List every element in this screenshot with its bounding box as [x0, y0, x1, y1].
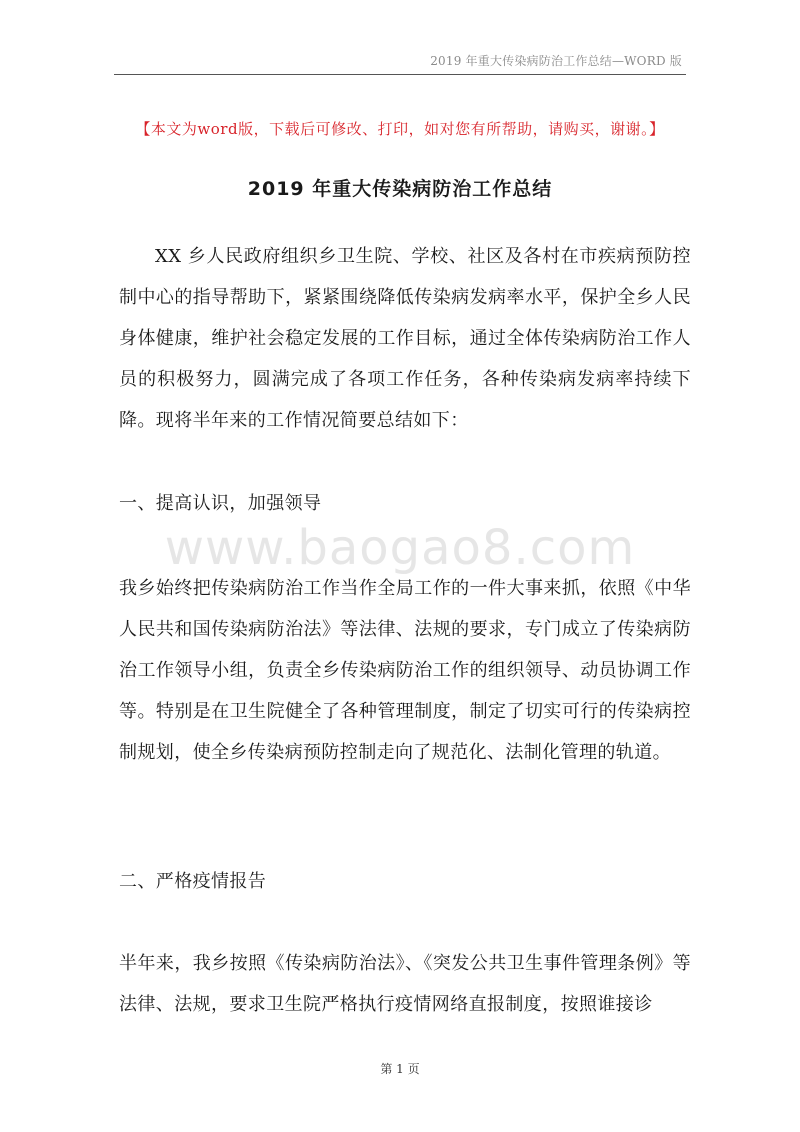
section-2-heading: 二、严格疫情报告 [119, 871, 267, 892]
running-header: 2019 年重大传染病防治工作总结—WORD 版 [430, 54, 682, 68]
section-1-heading: 一、提高认识，加强领导 [119, 493, 322, 514]
watermark: www.baogao8.com [164, 520, 636, 576]
section-2-body: 半年来，我乡按照《传染病防治法》、《突发公共卫生事件管理条例》等法律、法规，要求卫生院严格执行疫情网络直报制度，按照谁接诊 [119, 953, 691, 1015]
intro-paragraph: XX 乡人民政府组织乡卫生院、学校、社区及各村在市疾病预防控制中心的指导帮助下，紧紧围绕降低传染病发病率水平，保护全乡人民身体健康，维护社会稳定发展的工作目标，通过全体传染病防治工作人员的积极努力，圆满完成了各项工作任务，各种传染病发病率持续下降。现将半年来的工作情况简要总结如下： [119, 246, 691, 431]
page-number: 第 1 页 [380, 1062, 420, 1076]
header-divider [114, 74, 686, 75]
section-1-body: 我乡始终把传染病防治工作当作全局工作的一件大事来抓，依照《中华人民共和国传染病防治法》等法律、法规的要求，专门成立了传染病防治工作领导小组，负责全乡传染病防治工作的组织领导、动员协调工作等。特别是在卫生院健全了各种管理制度，制定了切实可行的传染病控制规划，使全乡传染病预防控制走向了规范化、法制化管理的轨道。 [119, 578, 691, 763]
document-title: 2019 年重大传染病防治工作总结 [247, 178, 553, 200]
purchase-notice: 【本文为word版，下载后可修改、打印，如对您有所帮助，请购买，谢谢。】 [135, 120, 665, 138]
